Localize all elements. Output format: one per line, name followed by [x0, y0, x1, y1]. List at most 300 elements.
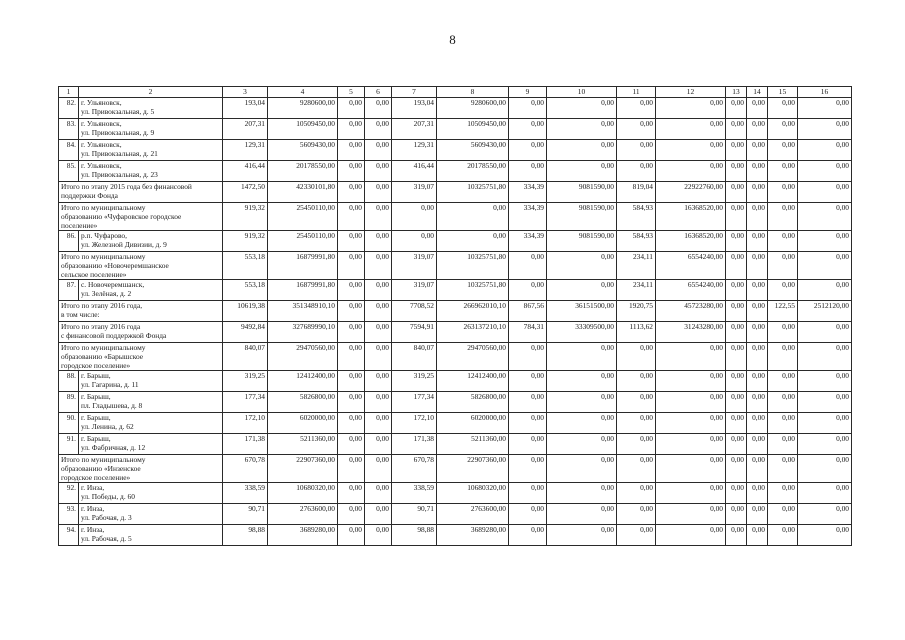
column-header: 12: [656, 87, 726, 98]
value-cell: 0,00: [747, 252, 768, 280]
value-cell: 416,44: [223, 161, 268, 182]
column-header: 8: [437, 87, 509, 98]
value-cell: 0,00: [338, 392, 365, 413]
value-cell: 36151500,00: [547, 301, 617, 322]
value-cell: 0,00: [509, 371, 547, 392]
value-cell: 5609430,00: [437, 140, 509, 161]
address-cell: [59, 322, 223, 343]
value-cell: 0,00: [617, 504, 656, 525]
value-cell: 129,31: [392, 140, 437, 161]
value-cell: 10680320,00: [268, 483, 338, 504]
value-cell: 0,00: [798, 343, 852, 371]
value-cell: 0,00: [547, 455, 617, 483]
value-cell: 0,00: [617, 119, 656, 140]
value-cell: 0,00: [656, 98, 726, 119]
address-cell: [59, 182, 223, 203]
value-cell: 2763600,00: [437, 504, 509, 525]
address-line: ул. Ленина, д. 62: [81, 422, 134, 431]
value-cell: 207,31: [392, 119, 437, 140]
value-cell: 33309500,00: [547, 322, 617, 343]
value-cell: 0,00: [547, 343, 617, 371]
value-cell: 0,00: [747, 483, 768, 504]
value-cell: 0,00: [726, 252, 747, 280]
address-line: поддержки Фонда: [61, 191, 118, 200]
value-cell: 0,00: [437, 231, 509, 252]
value-cell: 0,00: [747, 231, 768, 252]
address-cell: [59, 343, 223, 371]
value-cell: 0,00: [509, 140, 547, 161]
value-cell: 0,00: [747, 343, 768, 371]
value-cell: 0,00: [798, 455, 852, 483]
value-cell: 0,00: [509, 483, 547, 504]
value-cell: 29470560,00: [268, 343, 338, 371]
value-cell: 919,32: [223, 203, 268, 231]
value-cell: 0,00: [547, 483, 617, 504]
value-cell: 0,00: [747, 413, 768, 434]
value-cell: 0,00: [726, 98, 747, 119]
value-cell: 0,00: [617, 483, 656, 504]
value-cell: 0,00: [365, 483, 392, 504]
address-cell: [79, 280, 223, 301]
address-line: г. Инза,: [81, 483, 105, 492]
value-cell: 263137210,10: [437, 322, 509, 343]
table-row: [59, 504, 852, 525]
value-cell: 584,93: [617, 203, 656, 231]
value-cell: 0,00: [509, 525, 547, 546]
value-cell: 0,00: [747, 119, 768, 140]
address-line: ул. Гагарина, д. 11: [81, 380, 139, 389]
address-line: с финансовой поддержкой Фонда: [61, 331, 167, 340]
value-cell: 0,00: [798, 231, 852, 252]
value-cell: 1472,50: [223, 182, 268, 203]
value-cell: 0,00: [726, 322, 747, 343]
value-cell: 0,00: [726, 140, 747, 161]
address-line: ул. Зелёная, д. 2: [81, 289, 132, 298]
address-line: ул. Железной Дивизии, д. 9: [81, 240, 167, 249]
value-cell: 0,00: [365, 434, 392, 455]
value-cell: 31243280,00: [656, 322, 726, 343]
value-cell: 0,00: [365, 161, 392, 182]
value-cell: 0,00: [547, 161, 617, 182]
value-cell: 0,00: [365, 392, 392, 413]
table-row: [59, 98, 852, 119]
value-cell: 0,00: [726, 525, 747, 546]
value-cell: 0,00: [509, 252, 547, 280]
table-row: [59, 371, 852, 392]
subtotal-row: [59, 203, 852, 231]
address-cell: [79, 119, 223, 140]
value-cell: 0,00: [768, 434, 798, 455]
row-number: 84.: [59, 140, 79, 161]
value-cell: 0,00: [798, 392, 852, 413]
value-cell: 0,00: [509, 434, 547, 455]
value-cell: 0,00: [547, 525, 617, 546]
value-cell: 5211360,00: [268, 434, 338, 455]
value-cell: 0,00: [768, 98, 798, 119]
address-line: ул. Фабричная, д. 12: [81, 443, 146, 452]
value-cell: 0,00: [768, 252, 798, 280]
value-cell: 98,88: [223, 525, 268, 546]
value-cell: 319,25: [223, 371, 268, 392]
value-cell: 553,18: [223, 280, 268, 301]
value-cell: 338,59: [223, 483, 268, 504]
value-cell: 334,39: [509, 231, 547, 252]
value-cell: 1920,75: [617, 301, 656, 322]
value-cell: 0,00: [365, 119, 392, 140]
row-number: 83.: [59, 119, 79, 140]
value-cell: 193,04: [223, 98, 268, 119]
value-cell: 3689280,00: [268, 525, 338, 546]
address-line: ул. Рабочая, д. 5: [81, 534, 132, 543]
address-line: Итого по муниципальному: [61, 455, 146, 464]
address-line: г. Ульяновск,: [81, 161, 122, 170]
table-body: [59, 87, 852, 546]
value-cell: 0,00: [656, 483, 726, 504]
value-cell: 0,00: [798, 371, 852, 392]
value-cell: 0,00: [768, 483, 798, 504]
value-cell: 20178550,00: [268, 161, 338, 182]
value-cell: 840,07: [223, 343, 268, 371]
address-cell: [79, 140, 223, 161]
value-cell: 207,31: [223, 119, 268, 140]
value-cell: 29470560,00: [437, 343, 509, 371]
value-cell: 0,00: [338, 161, 365, 182]
value-cell: 819,04: [617, 182, 656, 203]
address-line: городское поселение»: [61, 361, 131, 370]
row-number: 82.: [59, 98, 79, 119]
row-number: 85.: [59, 161, 79, 182]
address-cell: [59, 252, 223, 280]
value-cell: 6554240,00: [656, 252, 726, 280]
value-cell: 0,00: [798, 182, 852, 203]
value-cell: 0,00: [726, 434, 747, 455]
value-cell: 1113,62: [617, 322, 656, 343]
value-cell: 319,07: [392, 280, 437, 301]
value-cell: 234,11: [617, 280, 656, 301]
value-cell: 0,00: [365, 525, 392, 546]
table-row: [59, 119, 852, 140]
value-cell: 0,00: [747, 301, 768, 322]
value-cell: 0,00: [726, 119, 747, 140]
address-line: Итого по муниципальному: [61, 252, 146, 261]
value-cell: 840,07: [392, 343, 437, 371]
value-cell: 0,00: [338, 98, 365, 119]
value-cell: 0,00: [768, 343, 798, 371]
address-line: ул. Рабочая, д. 3: [81, 513, 132, 522]
value-cell: 6554240,00: [656, 280, 726, 301]
value-cell: 0,00: [726, 413, 747, 434]
value-cell: 22922760,00: [656, 182, 726, 203]
column-number-row: [59, 87, 852, 98]
address-line: г. Барыш,: [81, 392, 111, 401]
value-cell: 0,00: [365, 203, 392, 231]
value-cell: 0,00: [747, 161, 768, 182]
value-cell: 0,00: [768, 504, 798, 525]
value-cell: 0,00: [338, 231, 365, 252]
value-cell: 172,10: [223, 413, 268, 434]
value-cell: 0,00: [747, 182, 768, 203]
table-row: [59, 525, 852, 546]
value-cell: 171,38: [392, 434, 437, 455]
value-cell: 25450110,00: [268, 203, 338, 231]
value-cell: 0,00: [338, 371, 365, 392]
address-line: Итого по этапу 2015 года без финансовой: [61, 182, 192, 191]
address-line: в том числе:: [61, 310, 100, 319]
value-cell: 0,00: [656, 371, 726, 392]
address-line: городское поселение»: [61, 473, 131, 482]
value-cell: 327689990,10: [268, 322, 338, 343]
value-cell: 0,00: [656, 161, 726, 182]
value-cell: 0,00: [365, 182, 392, 203]
value-cell: 319,07: [392, 252, 437, 280]
address-cell: [79, 434, 223, 455]
address-line: ул. Привокзальная, д. 21: [81, 149, 158, 158]
value-cell: 25450110,00: [268, 231, 338, 252]
value-cell: 9081590,00: [547, 231, 617, 252]
value-cell: 0,00: [656, 343, 726, 371]
value-cell: 0,00: [768, 231, 798, 252]
value-cell: 10619,38: [223, 301, 268, 322]
address-line: г. Инза,: [81, 525, 105, 534]
value-cell: 10325751,80: [437, 280, 509, 301]
value-cell: 171,38: [223, 434, 268, 455]
address-line: ул. Привокзальная, д. 5: [81, 107, 155, 116]
value-cell: 0,00: [617, 455, 656, 483]
value-cell: 0,00: [656, 455, 726, 483]
address-line: сельское поселение»: [61, 270, 127, 279]
value-cell: 0,00: [547, 140, 617, 161]
value-cell: 0,00: [656, 504, 726, 525]
value-cell: 0,00: [509, 161, 547, 182]
value-cell: 0,00: [365, 343, 392, 371]
value-cell: 0,00: [547, 434, 617, 455]
address-line: с. Новочеремшанск,: [81, 280, 145, 289]
subtotal-row: [59, 455, 852, 483]
value-cell: 0,00: [768, 392, 798, 413]
value-cell: 98,88: [392, 525, 437, 546]
value-cell: 5211360,00: [437, 434, 509, 455]
value-cell: 0,00: [509, 413, 547, 434]
value-cell: 12412400,00: [268, 371, 338, 392]
address-line: Итого по этапу 2016 года,: [61, 301, 143, 310]
subtotal-row: [59, 343, 852, 371]
address-line: г. Барыш,: [81, 413, 111, 422]
value-cell: 334,39: [509, 203, 547, 231]
value-cell: 0,00: [768, 413, 798, 434]
address-line: г. Ульяновск,: [81, 140, 122, 149]
value-cell: 0,00: [509, 98, 547, 119]
value-cell: 7594,91: [392, 322, 437, 343]
value-cell: 9492,84: [223, 322, 268, 343]
value-cell: 0,00: [656, 413, 726, 434]
value-cell: 0,00: [338, 455, 365, 483]
value-cell: 0,00: [338, 252, 365, 280]
value-cell: 0,00: [338, 343, 365, 371]
value-cell: 16879991,80: [268, 252, 338, 280]
value-cell: 16879991,80: [268, 280, 338, 301]
row-number: 87.: [59, 280, 79, 301]
value-cell: 0,00: [726, 343, 747, 371]
address-cell: [59, 203, 223, 231]
value-cell: 0,00: [768, 280, 798, 301]
address-line: г. Ульяновск,: [81, 98, 122, 107]
value-cell: 12412400,00: [437, 371, 509, 392]
column-header: 5: [338, 87, 365, 98]
value-cell: 0,00: [617, 413, 656, 434]
address-cell: [59, 301, 223, 322]
value-cell: 0,00: [747, 525, 768, 546]
value-cell: 670,78: [392, 455, 437, 483]
value-cell: 122,55: [768, 301, 798, 322]
address-line: ул. Победы, д. 60: [81, 492, 135, 501]
table-row: [59, 140, 852, 161]
address-line: р.п. Чуфарово,: [81, 231, 127, 240]
subtotal-row: [59, 182, 852, 203]
value-cell: 22907360,00: [437, 455, 509, 483]
address-line: Итого по муниципальному: [61, 343, 146, 352]
value-cell: 0,00: [338, 413, 365, 434]
value-cell: 0,00: [726, 280, 747, 301]
value-cell: 5826800,00: [268, 392, 338, 413]
value-cell: 0,00: [338, 280, 365, 301]
value-cell: 0,00: [617, 525, 656, 546]
value-cell: 0,00: [365, 98, 392, 119]
value-cell: 0,00: [798, 203, 852, 231]
value-cell: 0,00: [547, 98, 617, 119]
value-cell: 193,04: [392, 98, 437, 119]
value-cell: 0,00: [547, 504, 617, 525]
value-cell: 338,59: [392, 483, 437, 504]
subtotal-row: [59, 252, 852, 280]
value-cell: 0,00: [726, 455, 747, 483]
value-cell: 0,00: [747, 322, 768, 343]
row-number: 92.: [59, 483, 79, 504]
value-cell: 16368520,00: [656, 203, 726, 231]
subtotal-row: [59, 301, 852, 322]
address-cell: [59, 455, 223, 483]
address-line: г. Инза,: [81, 504, 105, 513]
value-cell: 0,00: [338, 182, 365, 203]
value-cell: 0,00: [768, 161, 798, 182]
value-cell: 351348910,10: [268, 301, 338, 322]
column-header: 13: [726, 87, 747, 98]
value-cell: 0,00: [547, 252, 617, 280]
value-cell: 0,00: [617, 371, 656, 392]
value-cell: 584,93: [617, 231, 656, 252]
value-cell: 0,00: [726, 203, 747, 231]
value-cell: 0,00: [617, 392, 656, 413]
value-cell: 0,00: [768, 182, 798, 203]
value-cell: 0,00: [547, 371, 617, 392]
value-cell: 90,71: [223, 504, 268, 525]
value-cell: 0,00: [365, 231, 392, 252]
value-cell: 0,00: [338, 504, 365, 525]
table-row: [59, 392, 852, 413]
value-cell: 0,00: [365, 322, 392, 343]
housing-program-table: [58, 86, 852, 546]
value-cell: 0,00: [747, 140, 768, 161]
address-cell: [79, 231, 223, 252]
value-cell: 10325751,80: [437, 182, 509, 203]
value-cell: 0,00: [338, 203, 365, 231]
value-cell: 0,00: [726, 483, 747, 504]
row-number: 90.: [59, 413, 79, 434]
column-header: 1: [59, 87, 79, 98]
value-cell: 0,00: [365, 280, 392, 301]
column-header: 16: [798, 87, 852, 98]
value-cell: 0,00: [726, 392, 747, 413]
value-cell: 0,00: [656, 434, 726, 455]
value-cell: 2763600,00: [268, 504, 338, 525]
value-cell: 10509450,00: [437, 119, 509, 140]
value-cell: 0,00: [768, 525, 798, 546]
address-line: образованию «Чуфаровское городское: [61, 212, 182, 221]
value-cell: 319,25: [392, 371, 437, 392]
table-row: [59, 161, 852, 182]
row-number: 89.: [59, 392, 79, 413]
table-row: [59, 231, 852, 252]
value-cell: 0,00: [617, 343, 656, 371]
value-cell: 0,00: [768, 119, 798, 140]
value-cell: 784,31: [509, 322, 547, 343]
value-cell: 0,00: [768, 322, 798, 343]
value-cell: 0,00: [656, 119, 726, 140]
column-header: 9: [509, 87, 547, 98]
value-cell: 5609430,00: [268, 140, 338, 161]
value-cell: 0,00: [726, 161, 747, 182]
value-cell: 0,00: [338, 140, 365, 161]
value-cell: 0,00: [338, 322, 365, 343]
address-line: образованию «Новочеремшанское: [61, 261, 169, 270]
value-cell: 10680320,00: [437, 483, 509, 504]
value-cell: 0,00: [547, 119, 617, 140]
value-cell: 0,00: [617, 98, 656, 119]
row-number: 88.: [59, 371, 79, 392]
value-cell: 234,11: [617, 252, 656, 280]
subtotal-row: [59, 322, 852, 343]
address-line: г. Барыш,: [81, 371, 111, 380]
value-cell: 0,00: [768, 203, 798, 231]
address-line: ул. Привокзальная, д. 9: [81, 128, 155, 137]
value-cell: 0,00: [509, 455, 547, 483]
value-cell: 0,00: [365, 371, 392, 392]
row-number: 93.: [59, 504, 79, 525]
value-cell: 0,00: [747, 98, 768, 119]
value-cell: 0,00: [798, 525, 852, 546]
value-cell: 9081590,00: [547, 203, 617, 231]
value-cell: 0,00: [798, 140, 852, 161]
column-header: 6: [365, 87, 392, 98]
value-cell: 0,00: [547, 392, 617, 413]
value-cell: 45723280,00: [656, 301, 726, 322]
value-cell: 334,39: [509, 182, 547, 203]
value-cell: 9280600,00: [437, 98, 509, 119]
column-header: 15: [768, 87, 798, 98]
value-cell: 172,10: [392, 413, 437, 434]
column-header: 3: [223, 87, 268, 98]
value-cell: 0,00: [547, 413, 617, 434]
address-cell: [79, 161, 223, 182]
value-cell: 0,00: [798, 434, 852, 455]
value-cell: 0,00: [365, 455, 392, 483]
value-cell: 0,00: [509, 119, 547, 140]
value-cell: 9280600,00: [268, 98, 338, 119]
address-line: поселение»: [61, 221, 98, 230]
column-header: 11: [617, 87, 656, 98]
value-cell: 0,00: [509, 280, 547, 301]
address-line: образованию «Инзенское: [61, 464, 141, 473]
value-cell: 0,00: [617, 161, 656, 182]
